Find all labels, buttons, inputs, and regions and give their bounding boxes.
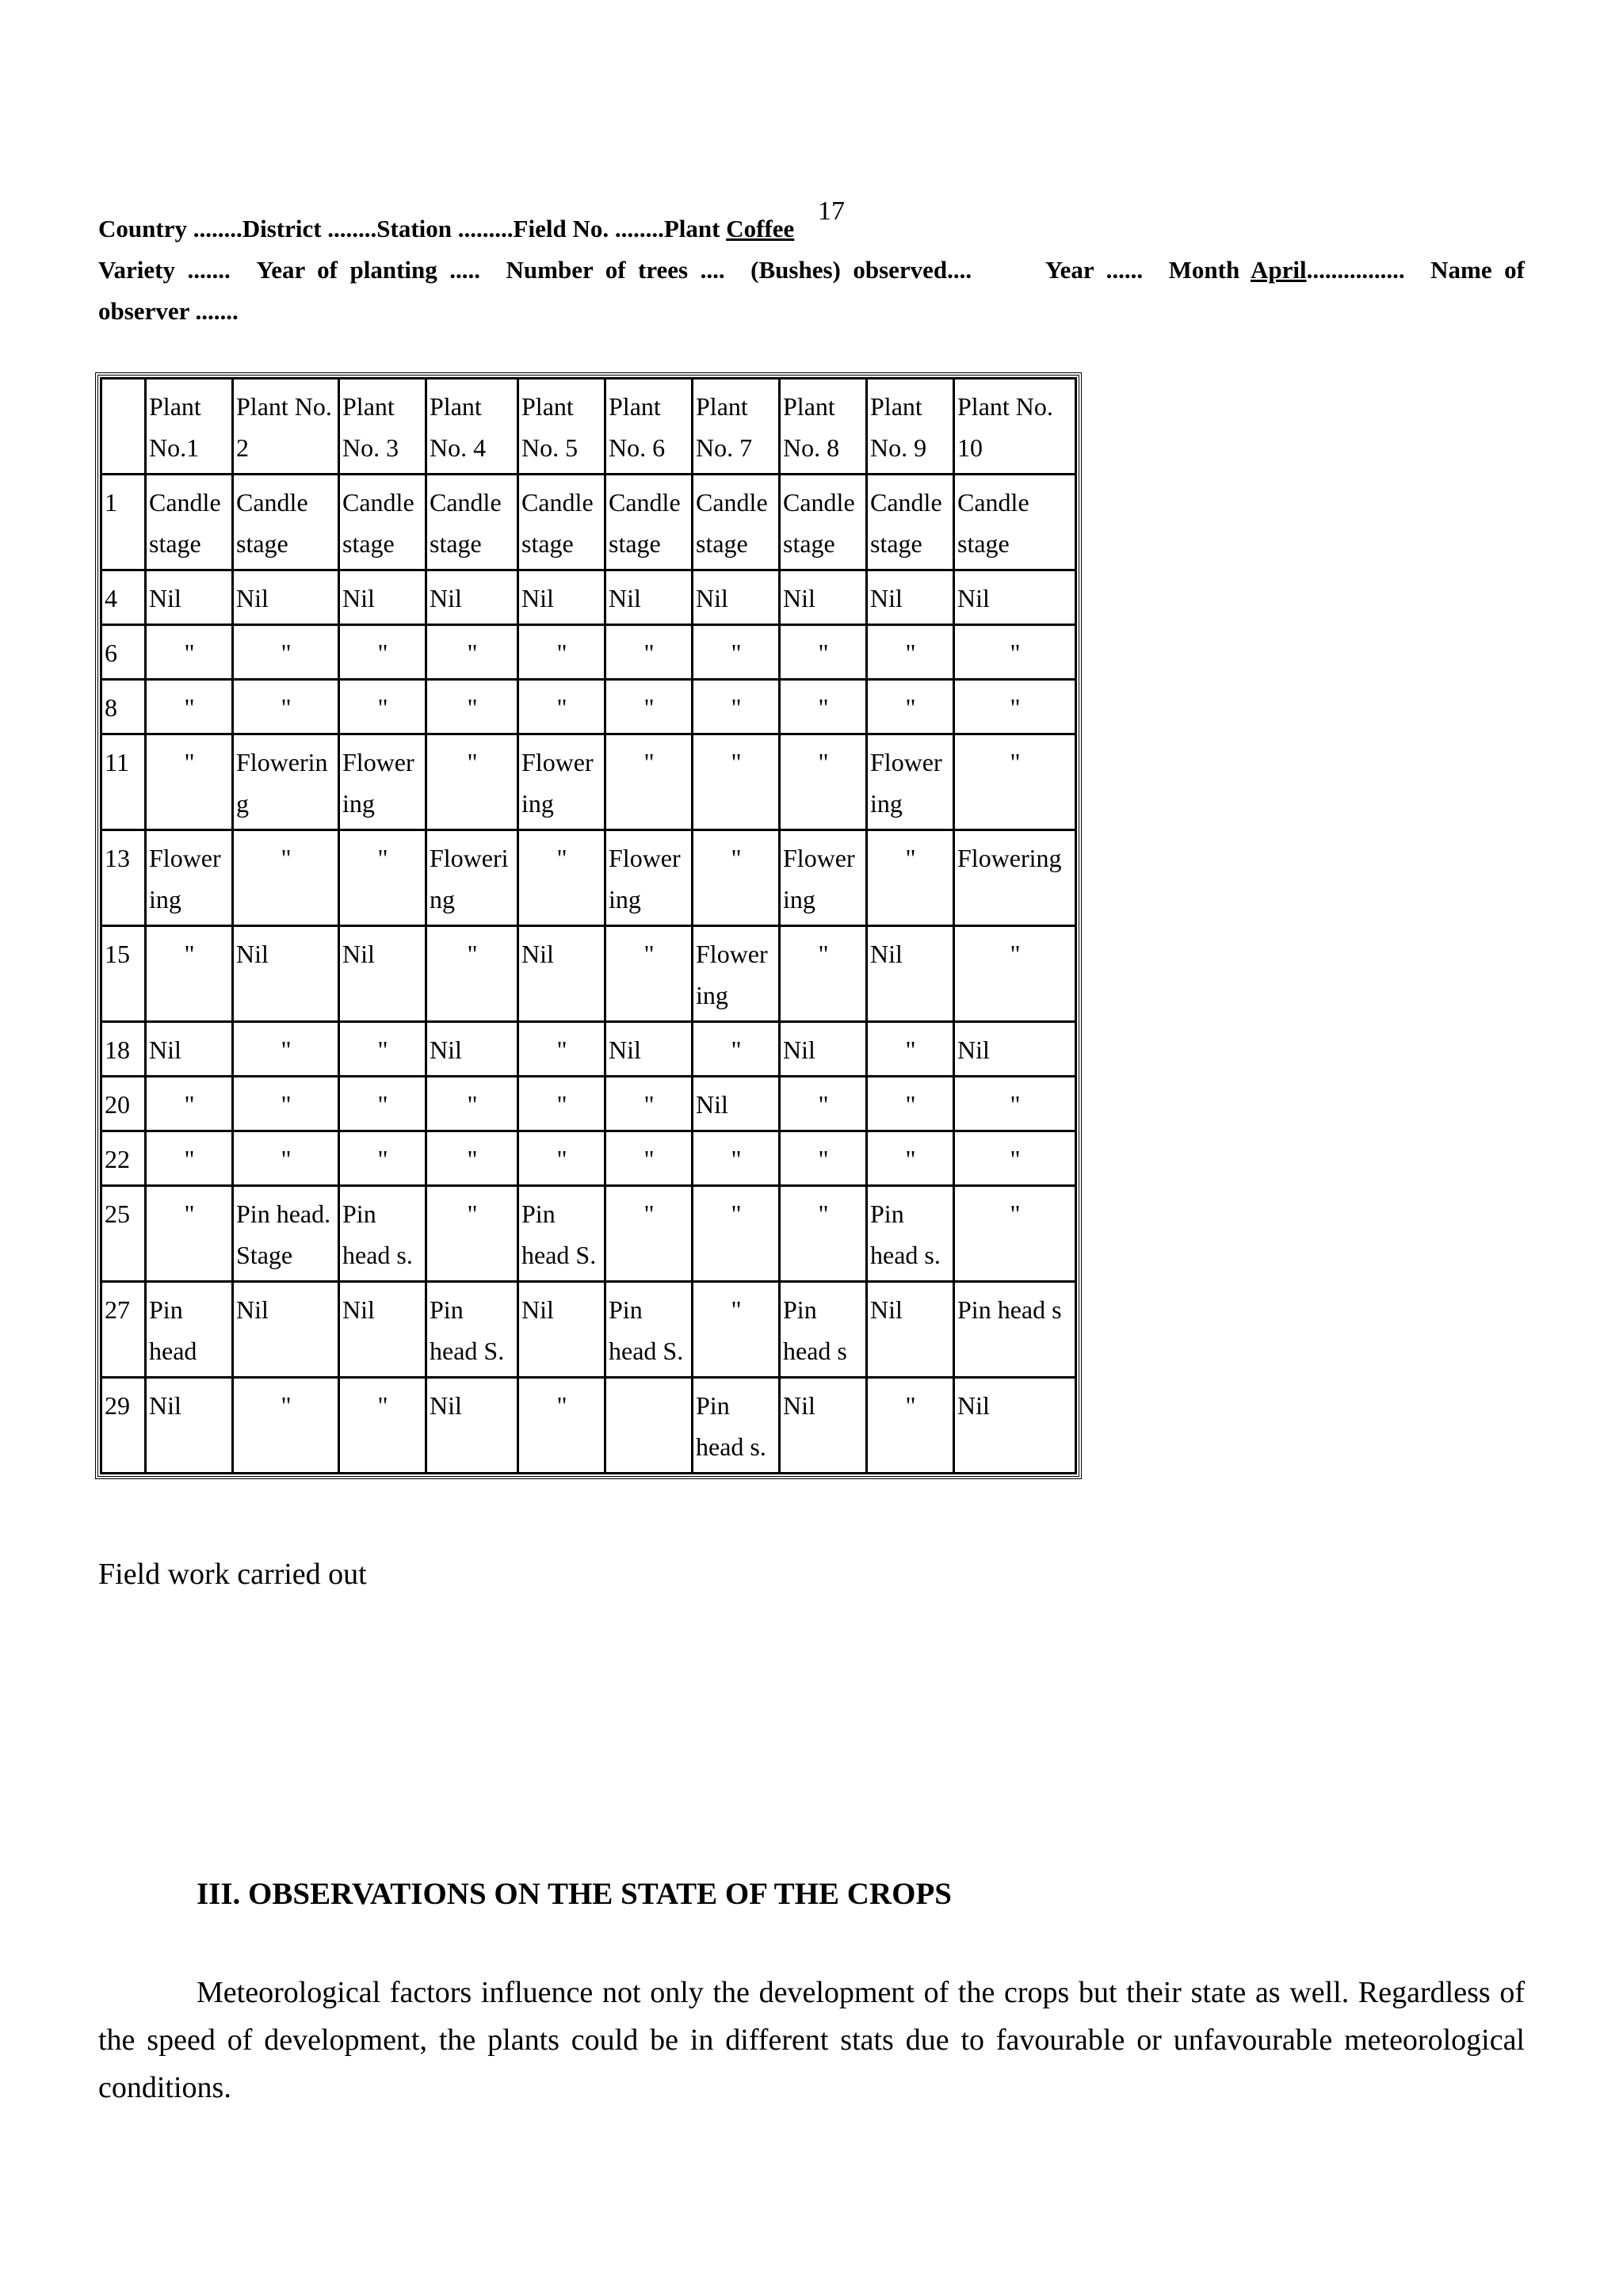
table-cell: " (233, 680, 339, 734)
name-of-label: Name of (1430, 256, 1525, 284)
header-line-3: observer ....... (98, 297, 239, 325)
table-cell: " (605, 926, 693, 1022)
table-cell: " (780, 926, 867, 1022)
table-header-cell: Plant No. 10 (954, 379, 1076, 475)
district-field: District ........ (242, 215, 377, 242)
table-cell: " (233, 1077, 339, 1131)
table-cell: Nil (780, 1022, 867, 1077)
table-cell: " (426, 680, 518, 734)
table-cell: " (954, 1077, 1076, 1131)
table-cell: Nil (954, 570, 1076, 625)
table-cell: " (426, 625, 518, 680)
table-cell: " (954, 1186, 1076, 1282)
table-cell: " (146, 1131, 233, 1186)
plant-value: Coffee (726, 215, 795, 242)
table-cell: Nil (780, 570, 867, 625)
table-cell: Flower ing (605, 830, 693, 926)
table-cell: Nil (146, 570, 233, 625)
table-cell: " (426, 926, 518, 1022)
paragraph-text: Meteorological factors influence not only the development of the crops but their state as well. Regardless of the speed of development, the plants could be in different stats due to favourable or unfavourable meteorological conditions. (98, 1976, 1525, 2104)
table-cell: Flower ing (780, 830, 867, 926)
table-cell: " (780, 1186, 867, 1282)
table-cell: Flower ing (518, 734, 605, 830)
table-row (101, 570, 1076, 625)
table-cell: " (146, 926, 233, 1022)
table-header-cell: Plant No.1 (146, 379, 233, 475)
table-row (101, 1077, 1076, 1131)
table-header-cell: Plant No. 9 (867, 379, 954, 475)
day-cell: 8 (101, 680, 146, 734)
table-row (101, 1131, 1076, 1186)
table-cell: Nil (426, 1022, 518, 1077)
table-cell: " (339, 830, 426, 926)
page-number: 17 (818, 196, 845, 226)
number-trees-field: Number of trees .... (506, 256, 725, 284)
table-cell: " (605, 1131, 693, 1186)
table-header-cell: Plant No. 8 (780, 379, 867, 475)
table-row (101, 1378, 1076, 1474)
table-cell: Candle stage (867, 475, 954, 570)
month-value: April (1250, 256, 1307, 284)
header-line-1 (98, 208, 1525, 250)
table-cell: " (693, 680, 780, 734)
table-cell: " (426, 734, 518, 830)
table-cell: Pin head s. (867, 1186, 954, 1282)
table-cell: " (867, 1131, 954, 1186)
table-cell: Nil (518, 1282, 605, 1378)
form-header (98, 208, 1525, 332)
observation-table-frame (95, 372, 1082, 1479)
table-row (101, 680, 1076, 734)
table-cell: " (954, 926, 1076, 1022)
day-cell: 4 (101, 570, 146, 625)
table-cell: Nil (867, 570, 954, 625)
table-cell: Pin head s. (693, 1378, 780, 1474)
table-cell: Candle stage (954, 475, 1076, 570)
table-cell: Nil (233, 570, 339, 625)
table-cell: Nil (867, 1282, 954, 1378)
table-cell: Nil (605, 1022, 693, 1077)
table-cell: " (867, 1378, 954, 1474)
table-cell: " (954, 680, 1076, 734)
table-cell: Flower ing (867, 734, 954, 830)
table-cell: Flower ing (146, 830, 233, 926)
table-cell: Nil (954, 1022, 1076, 1077)
table-cell: Candle stage (518, 475, 605, 570)
table-cell: Pin head S. (518, 1186, 605, 1282)
table-cell: " (233, 625, 339, 680)
table-cell: Floweri ng (426, 830, 518, 926)
table-cell: " (233, 1022, 339, 1077)
table-cell: Pin head s (954, 1282, 1076, 1378)
table-cell: Nil (954, 1378, 1076, 1474)
day-cell: 18 (101, 1022, 146, 1077)
table-cell: " (605, 734, 693, 830)
table-cell: " (518, 1077, 605, 1131)
plant-label: Plant (663, 215, 727, 242)
table-cell: Pin head s. (339, 1186, 426, 1282)
table-cell: " (605, 1077, 693, 1131)
table-cell: " (518, 680, 605, 734)
table-cell: " (518, 830, 605, 926)
year-planting-field: Year of planting ..... (256, 256, 481, 284)
table-cell: " (518, 1022, 605, 1077)
table-cell: Nil (780, 1378, 867, 1474)
table-cell (605, 1378, 693, 1474)
table-cell: " (780, 1131, 867, 1186)
day-cell: 15 (101, 926, 146, 1022)
table-cell: Pin head (146, 1282, 233, 1378)
table-cell: Pin head s (780, 1282, 867, 1378)
day-cell: 29 (101, 1378, 146, 1474)
table-cell: Nil (426, 1378, 518, 1474)
country-field: Country ........ (98, 215, 242, 242)
year-field: Year ...... (1044, 256, 1144, 284)
table-row (101, 926, 1076, 1022)
table-cell: " (693, 1186, 780, 1282)
day-cell: 22 (101, 1131, 146, 1186)
table-row (101, 1282, 1076, 1378)
table-header-cell: Plant No. 4 (426, 379, 518, 475)
table-cell: Nil (233, 926, 339, 1022)
table-cell: " (426, 1186, 518, 1282)
table-cell: " (693, 1282, 780, 1378)
table-cell: " (954, 625, 1076, 680)
table-row (101, 734, 1076, 830)
table-cell: " (954, 734, 1076, 830)
table-cell: Nil (426, 570, 518, 625)
table-cell: Nil (339, 926, 426, 1022)
table-cell: " (146, 680, 233, 734)
table-cell: " (426, 1131, 518, 1186)
table-cell: " (693, 734, 780, 830)
table-cell: " (146, 1186, 233, 1282)
table-cell: Nil (146, 1022, 233, 1077)
table-cell: " (233, 1378, 339, 1474)
table-cell: Flower ing (693, 926, 780, 1022)
table-cell: Nil (339, 570, 426, 625)
table-header-cell: Plant No. 2 (233, 379, 339, 475)
table-cell: Pin head S. (426, 1282, 518, 1378)
day-cell: 25 (101, 1186, 146, 1282)
table-cell: " (780, 625, 867, 680)
table-cell: " (233, 830, 339, 926)
table-cell: Candle stage (426, 475, 518, 570)
table-row (101, 830, 1076, 926)
table-cell: Flowering (954, 830, 1076, 926)
fieldwork-label: Field work carried out (98, 1558, 367, 1591)
table-cell: " (339, 680, 426, 734)
table-cell: Nil (693, 1077, 780, 1131)
variety-field: Variety ....... (98, 256, 231, 284)
table-cell: Pin head. Stage (233, 1186, 339, 1282)
table-cell: Candle stage (146, 475, 233, 570)
table-cell: " (867, 680, 954, 734)
table-cell: Candle stage (693, 475, 780, 570)
day-cell: 13 (101, 830, 146, 926)
station-field: Station ......... (376, 215, 514, 242)
field-no-field: Field No. ........ (513, 215, 664, 242)
month-label: Month (1168, 256, 1251, 284)
header-line-2 (98, 250, 1525, 291)
body-paragraph (98, 1969, 1525, 2111)
table-cell: " (867, 1077, 954, 1131)
month-dots: ................ (1306, 256, 1405, 284)
table-cell: " (693, 625, 780, 680)
day-cell: 27 (101, 1282, 146, 1378)
table-row (101, 1022, 1076, 1077)
table-cell: " (605, 680, 693, 734)
table-header-row (101, 379, 1076, 475)
day-cell: 6 (101, 625, 146, 680)
table-cell: " (693, 830, 780, 926)
table-cell: " (339, 1022, 426, 1077)
table-cell: " (693, 1131, 780, 1186)
table-cell: Nil (233, 1282, 339, 1378)
table-cell: " (339, 1077, 426, 1131)
day-cell: 20 (101, 1077, 146, 1131)
table-cell: Nil (146, 1378, 233, 1474)
table-cell: " (518, 1378, 605, 1474)
table-cell: " (780, 680, 867, 734)
table-cell: " (780, 1077, 867, 1131)
table-cell: " (426, 1077, 518, 1131)
day-cell: 1 (101, 475, 146, 570)
table-cell: " (339, 1378, 426, 1474)
table-cell: " (867, 830, 954, 926)
table-row (101, 475, 1076, 570)
table-cell: Flowerin g (233, 734, 339, 830)
table-cell: Candle stage (605, 475, 693, 570)
table-cell: " (339, 1131, 426, 1186)
table-cell: " (605, 625, 693, 680)
table-header-cell (101, 379, 146, 475)
table-cell: " (693, 1022, 780, 1077)
table-header-cell: Plant No. 3 (339, 379, 426, 475)
table-header-cell: Plant No. 7 (693, 379, 780, 475)
table-cell: " (233, 1131, 339, 1186)
table-cell: Nil (693, 570, 780, 625)
table-cell: Candle stage (233, 475, 339, 570)
table-cell: " (780, 734, 867, 830)
table-cell: " (605, 1186, 693, 1282)
table-row (101, 1186, 1076, 1282)
table-header-cell: Plant No. 5 (518, 379, 605, 475)
table-cell: Nil (518, 570, 605, 625)
table-cell: " (867, 1022, 954, 1077)
table-cell: Candle stage (339, 475, 426, 570)
table-cell: " (339, 625, 426, 680)
table-row (101, 625, 1076, 680)
table-header-cell: Plant No. 6 (605, 379, 693, 475)
table-cell: Nil (518, 926, 605, 1022)
table-cell: " (867, 625, 954, 680)
bushes-field: (Bushes) observed.... (750, 256, 972, 284)
table-cell: Candle stage (780, 475, 867, 570)
month-field (1169, 250, 1405, 291)
table-cell: " (518, 1131, 605, 1186)
observation-table (100, 377, 1077, 1474)
table-cell: Nil (867, 926, 954, 1022)
table-cell: Pin head S. (605, 1282, 693, 1378)
table-cell: Flower ing (339, 734, 426, 830)
table-cell: " (146, 734, 233, 830)
section-heading: III. OBSERVATIONS ON THE STATE OF THE CROPS (197, 1877, 952, 1911)
table-cell: " (146, 625, 233, 680)
day-cell: 11 (101, 734, 146, 830)
table-cell: " (146, 1077, 233, 1131)
table-cell: " (954, 1131, 1076, 1186)
table-cell: Nil (339, 1282, 426, 1378)
table-cell: Nil (605, 570, 693, 625)
table-cell: " (518, 625, 605, 680)
